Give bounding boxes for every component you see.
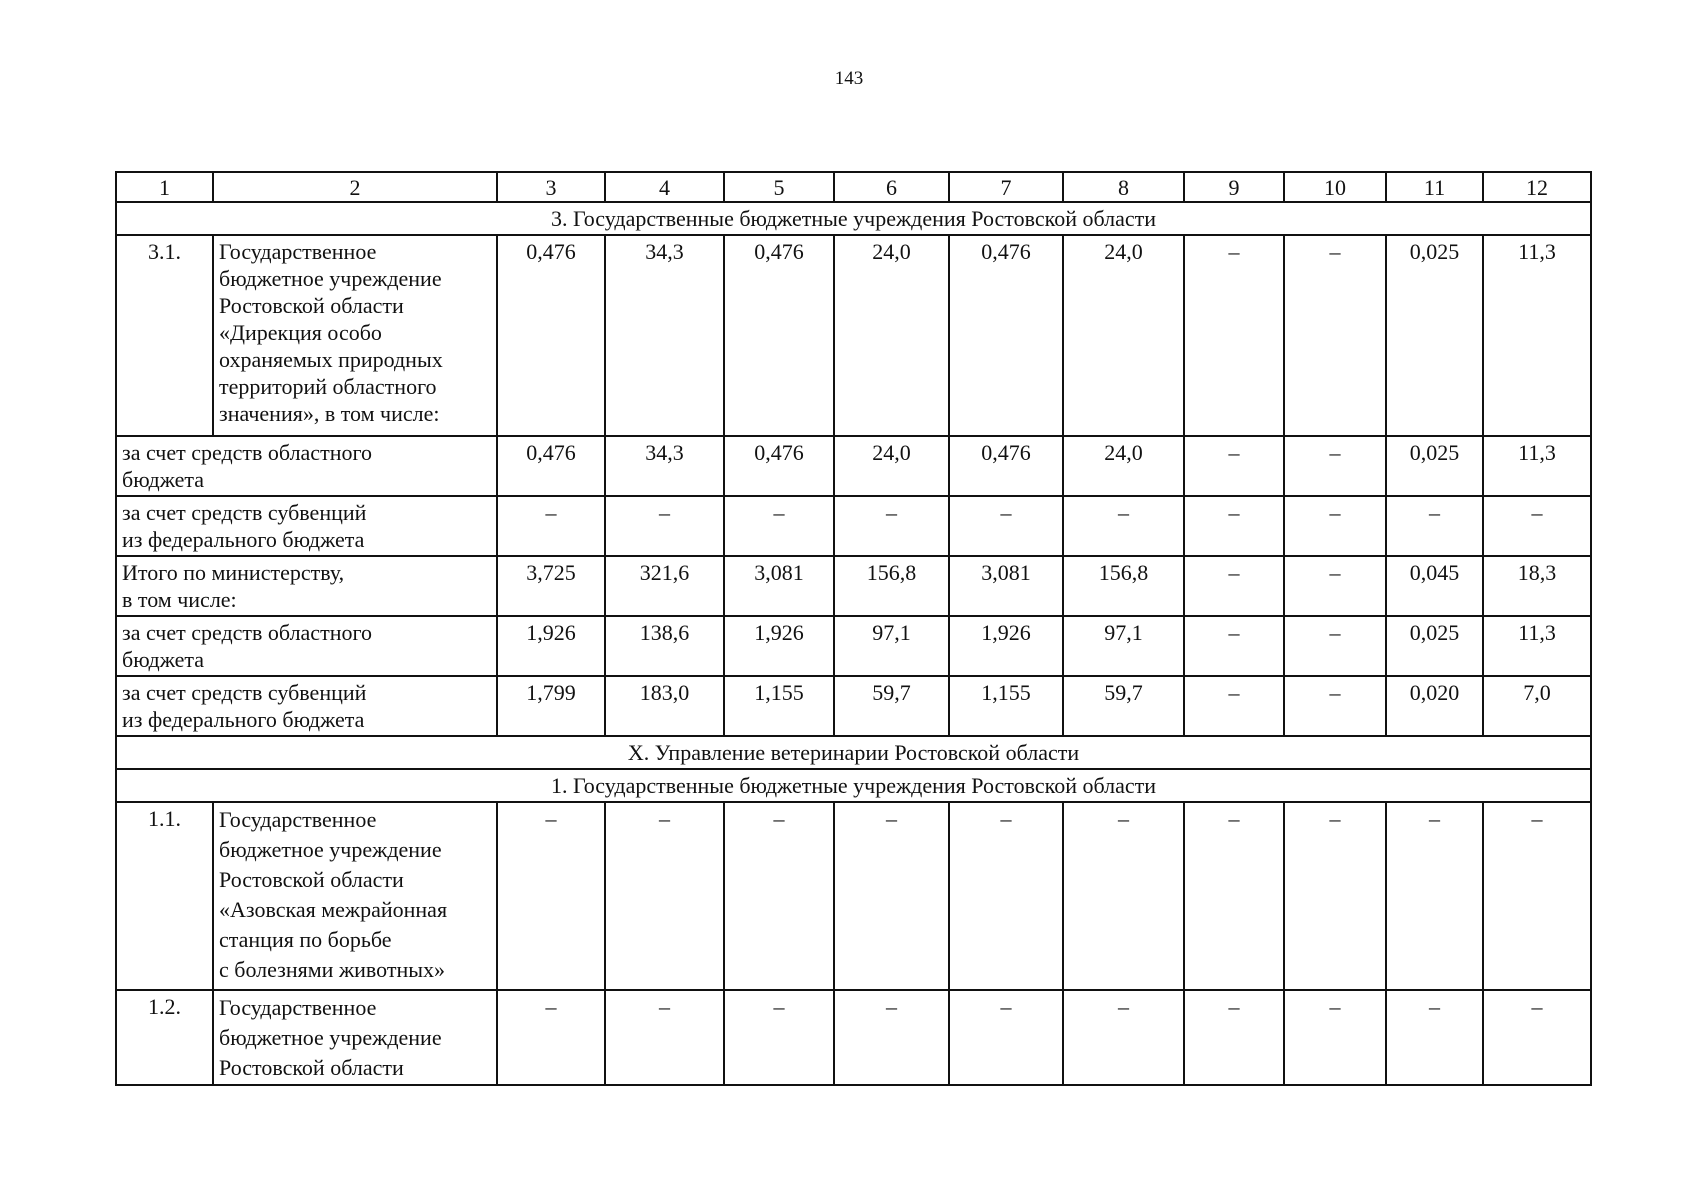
- value-cell: –: [1284, 990, 1386, 1085]
- table-row: [116, 676, 1591, 736]
- page-number: 143: [834, 68, 864, 89]
- value-cell: –: [1483, 990, 1591, 1085]
- value-cell: –: [1284, 496, 1386, 556]
- section-header: 3. Государственные бюджетные учреждения Ростовской области: [116, 202, 1591, 235]
- value-cell: 11,3: [1483, 235, 1591, 436]
- value-cell: –: [834, 802, 949, 990]
- row-number: 1.1.: [116, 802, 213, 990]
- value-cell: –: [724, 990, 834, 1085]
- row-label: за счет средств субвенций из федерального бюджета: [116, 676, 497, 736]
- value-cell: 1,799: [497, 676, 605, 736]
- column-number: 11: [1386, 172, 1483, 202]
- value-cell: –: [1184, 616, 1284, 676]
- value-cell: –: [1184, 556, 1284, 616]
- value-cell: –: [605, 496, 724, 556]
- value-cell: 156,8: [834, 556, 949, 616]
- row-label: за счет средств субвенций из федерального бюджета: [116, 496, 497, 556]
- column-number: 1: [116, 172, 213, 202]
- value-cell: 156,8: [1063, 556, 1184, 616]
- value-cell: –: [724, 802, 834, 990]
- value-cell: –: [1284, 235, 1386, 436]
- value-cell: 3,081: [949, 556, 1063, 616]
- value-cell: –: [1184, 496, 1284, 556]
- value-cell: –: [1184, 235, 1284, 436]
- row-label: за счет средств областного бюджета: [116, 436, 497, 496]
- column-number: 12: [1483, 172, 1591, 202]
- row-label: за счет средств областного бюджета: [116, 616, 497, 676]
- value-cell: –: [497, 496, 605, 556]
- value-cell: 0,476: [497, 436, 605, 496]
- value-cell: 34,3: [605, 436, 724, 496]
- column-number-row: [116, 172, 1591, 202]
- value-cell: 0,025: [1386, 616, 1483, 676]
- column-number: 10: [1284, 172, 1386, 202]
- value-cell: 0,476: [949, 436, 1063, 496]
- value-cell: 0,025: [1386, 436, 1483, 496]
- institution-name: Государственное бюджетное учреждение Ростовской области «Азовская межрайонная станция по борьбе с болезнями животных»: [213, 802, 497, 990]
- value-cell: –: [724, 496, 834, 556]
- value-cell: –: [1063, 496, 1184, 556]
- section-header-row: [116, 736, 1591, 769]
- value-cell: –: [834, 990, 949, 1085]
- value-cell: 0,476: [724, 436, 834, 496]
- section-header-row: [116, 202, 1591, 235]
- value-cell: 0,476: [949, 235, 1063, 436]
- row-number: 3.1.: [116, 235, 213, 436]
- value-cell: 24,0: [1063, 235, 1184, 436]
- table-row: [116, 990, 1591, 1085]
- table-row: [116, 556, 1591, 616]
- value-cell: 1,155: [724, 676, 834, 736]
- column-number: 5: [724, 172, 834, 202]
- value-cell: –: [1184, 436, 1284, 496]
- value-cell: 59,7: [1063, 676, 1184, 736]
- column-number: 7: [949, 172, 1063, 202]
- value-cell: –: [1386, 990, 1483, 1085]
- value-cell: 11,3: [1483, 436, 1591, 496]
- column-number: 4: [605, 172, 724, 202]
- value-cell: 7,0: [1483, 676, 1591, 736]
- value-cell: –: [834, 496, 949, 556]
- value-cell: –: [1483, 802, 1591, 990]
- institution-name: Государственное бюджетное учреждение Ростовской области: [213, 990, 497, 1085]
- value-cell: 24,0: [834, 235, 949, 436]
- column-number: 9: [1184, 172, 1284, 202]
- column-number: 6: [834, 172, 949, 202]
- value-cell: –: [1284, 436, 1386, 496]
- value-cell: 18,3: [1483, 556, 1591, 616]
- value-cell: 24,0: [834, 436, 949, 496]
- table-row: [116, 436, 1591, 496]
- value-cell: –: [1184, 990, 1284, 1085]
- value-cell: –: [605, 802, 724, 990]
- section-header: 1. Государственные бюджетные учреждения Ростовской области: [116, 769, 1591, 802]
- value-cell: –: [949, 990, 1063, 1085]
- value-cell: 321,6: [605, 556, 724, 616]
- value-cell: 0,020: [1386, 676, 1483, 736]
- value-cell: –: [497, 990, 605, 1085]
- value-cell: 97,1: [834, 616, 949, 676]
- value-cell: 59,7: [834, 676, 949, 736]
- value-cell: –: [949, 802, 1063, 990]
- section-header-row: [116, 769, 1591, 802]
- column-number: 3: [497, 172, 605, 202]
- value-cell: –: [1483, 496, 1591, 556]
- value-cell: –: [1284, 802, 1386, 990]
- value-cell: 1,926: [949, 616, 1063, 676]
- value-cell: 1,926: [724, 616, 834, 676]
- value-cell: 34,3: [605, 235, 724, 436]
- value-cell: 3,725: [497, 556, 605, 616]
- value-cell: 0,025: [1386, 235, 1483, 436]
- table-row: [116, 616, 1591, 676]
- value-cell: 24,0: [1063, 436, 1184, 496]
- value-cell: 0,476: [724, 235, 834, 436]
- value-cell: 11,3: [1483, 616, 1591, 676]
- table-row: [116, 802, 1591, 990]
- value-cell: 0,045: [1386, 556, 1483, 616]
- value-cell: –: [1284, 616, 1386, 676]
- value-cell: –: [1386, 496, 1483, 556]
- value-cell: 183,0: [605, 676, 724, 736]
- value-cell: –: [1063, 990, 1184, 1085]
- value-cell: 1,155: [949, 676, 1063, 736]
- value-cell: –: [1284, 556, 1386, 616]
- value-cell: –: [1386, 802, 1483, 990]
- value-cell: –: [1184, 802, 1284, 990]
- row-label: Итого по министерству, в том числе:: [116, 556, 497, 616]
- value-cell: –: [949, 496, 1063, 556]
- column-number: 2: [213, 172, 497, 202]
- value-cell: 138,6: [605, 616, 724, 676]
- table-row: [116, 235, 1591, 436]
- value-cell: –: [1284, 676, 1386, 736]
- value-cell: –: [1184, 676, 1284, 736]
- value-cell: –: [497, 802, 605, 990]
- institution-name: Государственное бюджетное учреждение Ростовской области «Дирекция особо охраняемых природных территорий областного значения», в том числе:: [213, 235, 497, 436]
- table-row: [116, 496, 1591, 556]
- value-cell: –: [1063, 802, 1184, 990]
- value-cell: 97,1: [1063, 616, 1184, 676]
- column-number: 8: [1063, 172, 1184, 202]
- section-header: X. Управление ветеринарии Ростовской области: [116, 736, 1591, 769]
- row-number: 1.2.: [116, 990, 213, 1085]
- value-cell: 0,476: [497, 235, 605, 436]
- value-cell: 3,081: [724, 556, 834, 616]
- value-cell: –: [605, 990, 724, 1085]
- value-cell: 1,926: [497, 616, 605, 676]
- data-table: [115, 171, 1592, 1086]
